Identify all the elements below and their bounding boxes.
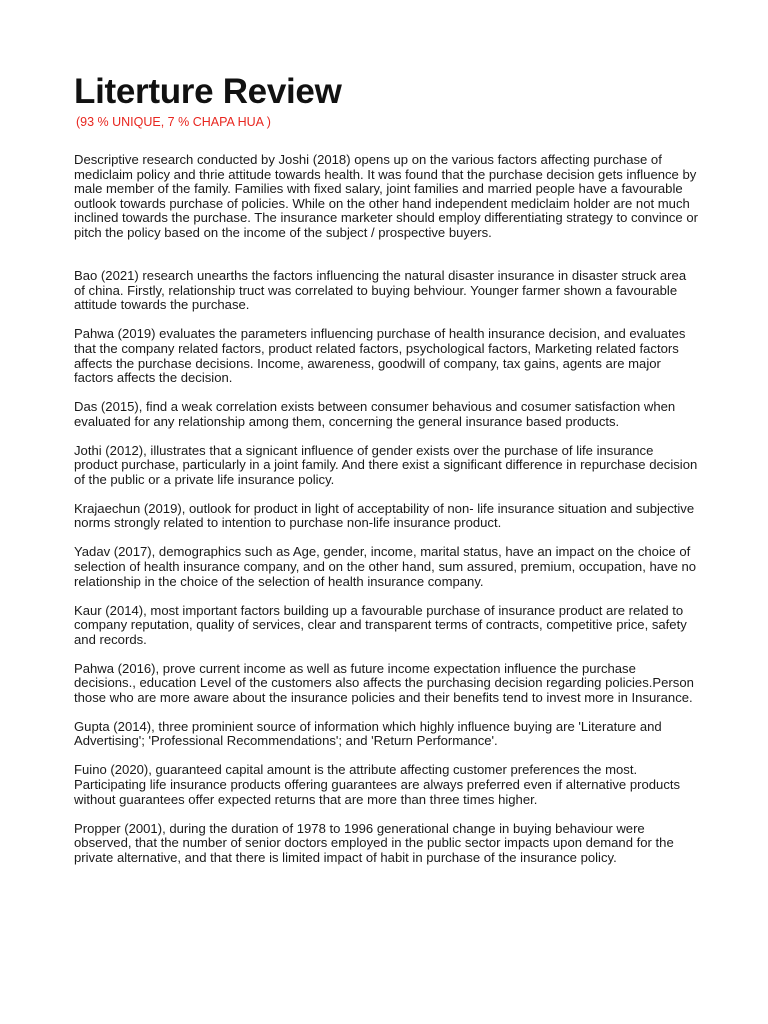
paragraph-bao-2021: Bao (2021) research unearths the factors influencing the natural disaster insurance in disaster struck area of china. Firstly, relationship truct was correlated to buying behviour. Younger farmer shown a favourable attitude towards the purchase.	[74, 268, 687, 313]
paragraph-pahwa-2016: Pahwa (2016), prove current income as well as future income expectation influence the purchase decisions., education Level of the customers also affects the purchasing decision regarding policies.Person those who are more aware about the insurance policies and their benefits tend to invest more in Insurance.	[74, 660, 694, 705]
paragraph-das-2015: Das (2015), find a weak correlation exists between consumer behavious and cosumer satisfaction when evaluated for any relationship among them, concerning the general insurance based products.	[74, 399, 676, 429]
paragraph-krajaechun-2019: Krajaechun (2019), outlook for product in light of acceptability of non- life insurance situation and subjective norms strongly related to intention to purchase non-life insurance product.	[74, 500, 695, 531]
review-body	[74, 153, 700, 865]
originality-note: (93 % UNIQUE, 7 % CHAPA HUA )	[76, 115, 271, 129]
paragraph-joshi-2018: Descriptive research conducted by Joshi (2018) opens up on the various factors affecting purchase of mediclaim policy and thrie attitude towards health. It was found that the purchase decision gets influence by male member of the family. Families with fixed salary, joint families and married people have a favourable outlook towards purchase of policies. While on the other hand independent mediclaim holder are not much inclined towards the purchase. The insurance marketer should employ differentiating strategy to convince or pitch the policy based on the income of the subject / prospective buyers.	[74, 152, 698, 240]
paragraph-yadav-2017: Yadav (2017), demographics such as Age, gender, income, marital status, have an impact on the choice of selection of health insurance company, and on the other hand, sum assured, premium, occupation, have no relationship in the choice of the selection of health insurance company.	[74, 544, 697, 589]
paragraph-kaur-2014: Kaur (2014), most important factors building up a favourable purchase of insurance product are related to company reputation, quality of services, clear and transparent terms of contracts, competitive price, safety and records.	[74, 602, 687, 647]
document-page	[74, 70, 700, 880]
paragraph-gupta-2014: Gupta (2014), three prominient source of information which highly influence buying are 'Literature and Advertising'; 'Professional Recommendations'; and 'Return Performance'.	[74, 718, 662, 749]
paragraph-pahwa-2019: Pahwa (2019) evaluates the parameters influencing purchase of health insurance decision, and evaluates that the company related factors, product related factors, psychological factors, Marketing related factors affects the purchase decisions. Income, awareness, goodwill of company, tax gains, agents are major factors affects the decision.	[74, 326, 686, 386]
paragraph-propper-2001: Propper (2001), during the duration of 1978 to 1996 generational change in buying behaviour were observed, that the number of senior doctors employed in the public sector impacts upon demand for the private alternative, and that there is limited impact of habit in purchase of the insurance policy.	[74, 820, 674, 865]
paragraph-jothi-2012: Jothi (2012), illustrates that a signicant influence of gender exists over the purchase of life insurance product purchase, particularly in a joint family. And there exist a significant difference in repurchase decision of the public or a private life insurance policy.	[74, 442, 698, 487]
page-title: Literture Review	[74, 72, 342, 111]
paragraph-fuino-2020: Fuino (2020), guaranteed capital amount is the attribute affecting customer preferences the most. Participating life insurance products offering guarantees are always preferred even if alternative products without guarantees offer expected returns that are more than three times higher.	[74, 762, 681, 807]
